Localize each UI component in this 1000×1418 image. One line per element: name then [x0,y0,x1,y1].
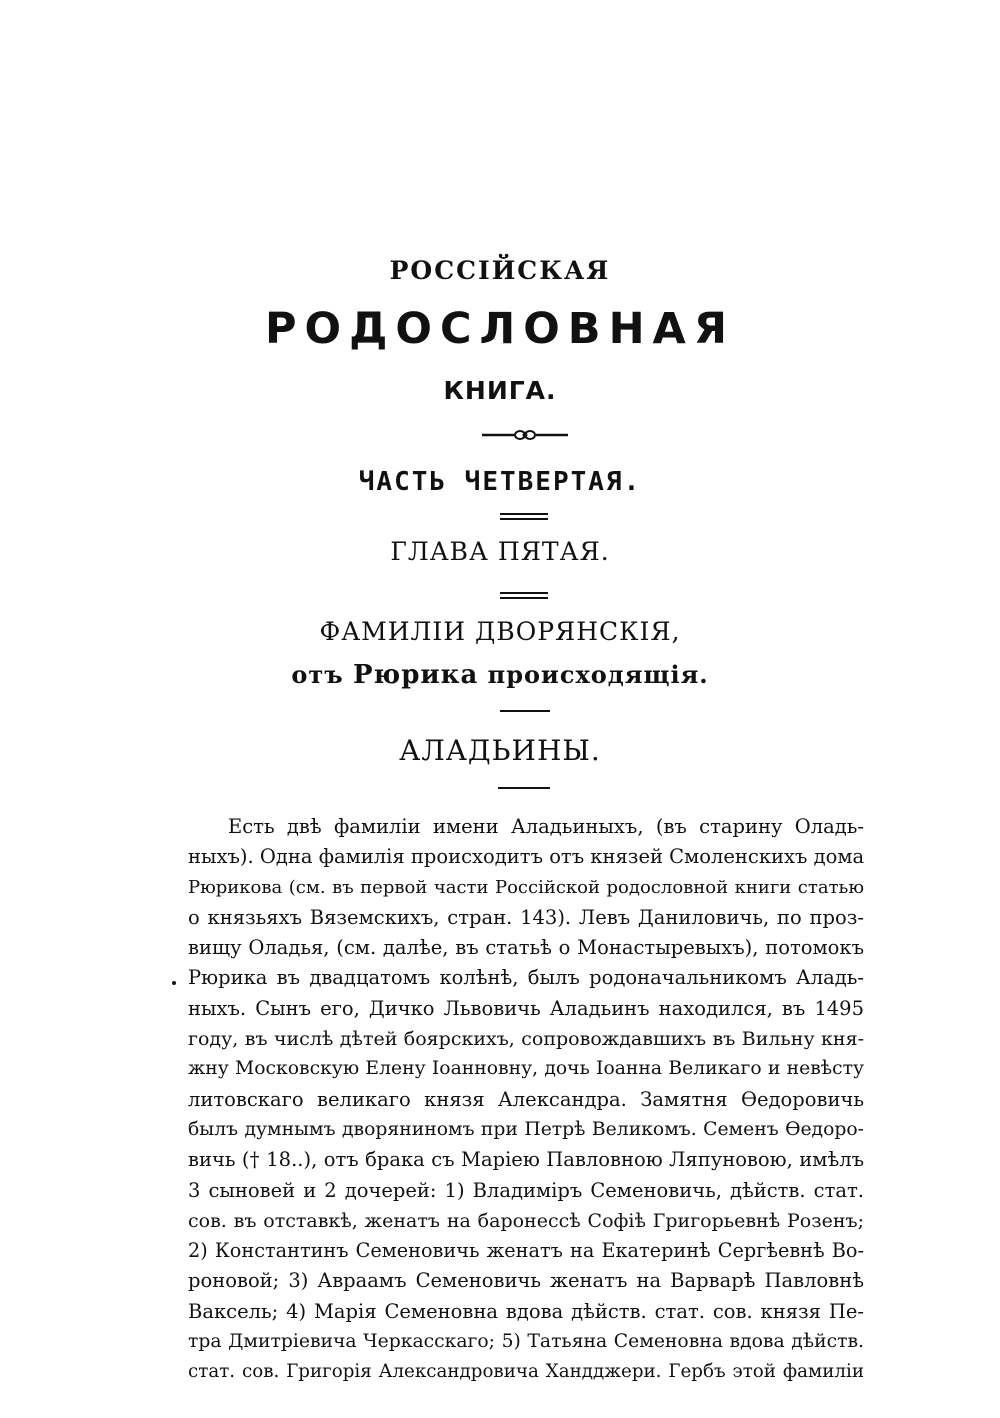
text-line: тра Дмитріевича Черкасскаго; 5) Татьяна Семеновна вдова дѣйств. [188,1331,864,1353]
ornament-divider [482,427,568,443]
part-heading: ЧАСТЬ ЧЕТВЕРТАЯ. [358,467,642,497]
family-title: АЛАДЬИНЫ. [399,734,601,767]
text-line: роновой; 3) Авраамъ Семеновичь женатъ на Варварѣ Павловнѣ [188,1269,864,1293]
section-word-ryurika: Рюрика [353,660,479,690]
title-line-3: КНИГА. [443,376,557,405]
section-subheading [0,660,1000,690]
body-paragraph [188,812,864,1388]
single-rule [500,710,550,712]
text-line: 2) Константинъ Семеновичь женатъ на Екатеринѣ Сергѣевнѣ Во- [188,1239,864,1263]
text-line: Рюрикова (см. въ первой части Россійской родословной книги статью [188,876,864,898]
title-line-1: РОССІЙСКАЯ [389,256,611,285]
section-heading: ФАМИЛІИ ДВОРЯНСКІЯ, [319,617,681,646]
double-rule [500,592,548,599]
text-line: сов. въ отставкѣ, женатъ на баронессѣ Софіѣ Григорьевнѣ Розенъ; [188,1209,864,1232]
text-line: жну Московскую Елену Іоанновну, дочь Іоанна Великаго и невѣсту [188,1058,864,1080]
title-line-2: РОДОСЛОВНАЯ [265,304,735,354]
text-line: вичь († 18..), отъ брака съ Маріею Павловною Ляпуновою, имѣлъ [188,1148,864,1172]
text-line: литовскаго великаго князя Александра. Замятня Ѳедоровичь [188,1087,864,1111]
text-line: стат. сов. Григорія Александровича Хандджери. Гербъ этой фамиліи [188,1361,864,1383]
text-line: Рюрика въ двадцатомъ колѣнѣ, былъ родоначальникомъ Аладь- [188,966,864,990]
section-word-proiskhodyashchiya: происходящія. [487,660,709,689]
text-line: Ваксель; 4) Марія Семеновна вдова дѣйств. стат. сов. князя Пе- [188,1299,864,1323]
chapter-heading: ГЛАВА ПЯТАЯ. [390,537,610,566]
text-line: ныхъ). Одна фамилія происходитъ отъ князей Смоленскихъ дома [188,845,865,869]
text-line: году, въ числѣ дѣтей боярскихъ, сопровождавшихъ въ Вильну кня- [188,1028,864,1051]
text-line: былъ думнымъ дворяниномъ при Петрѣ Великомъ. Семенъ Ѳедоро- [188,1118,864,1140]
text-line: о князьяхъ Вяземскихъ, стран. 143). Левъ Даниловичь, по проз- [188,905,864,929]
text-line: ныхъ. Сынъ его, Дичко Львовичь Аладьинъ находился, въ 1495 [188,996,864,1020]
single-rule [498,787,550,789]
margin-mark [172,981,176,985]
text-line: Есть двѣ фамиліи имени Аладьиныхъ, (въ старину Оладь- [228,815,864,838]
text-line: 3 сыновей и 2 дочерей: 1) Владиміръ Семеновичь, дѣйств. стат. [188,1178,864,1202]
double-rule [500,513,548,520]
section-word-ot: отъ [291,660,344,689]
text-line: вищу Оладья, (см. далѣе, въ статьѣ о Монастыревыхъ), потомокъ [188,936,864,960]
